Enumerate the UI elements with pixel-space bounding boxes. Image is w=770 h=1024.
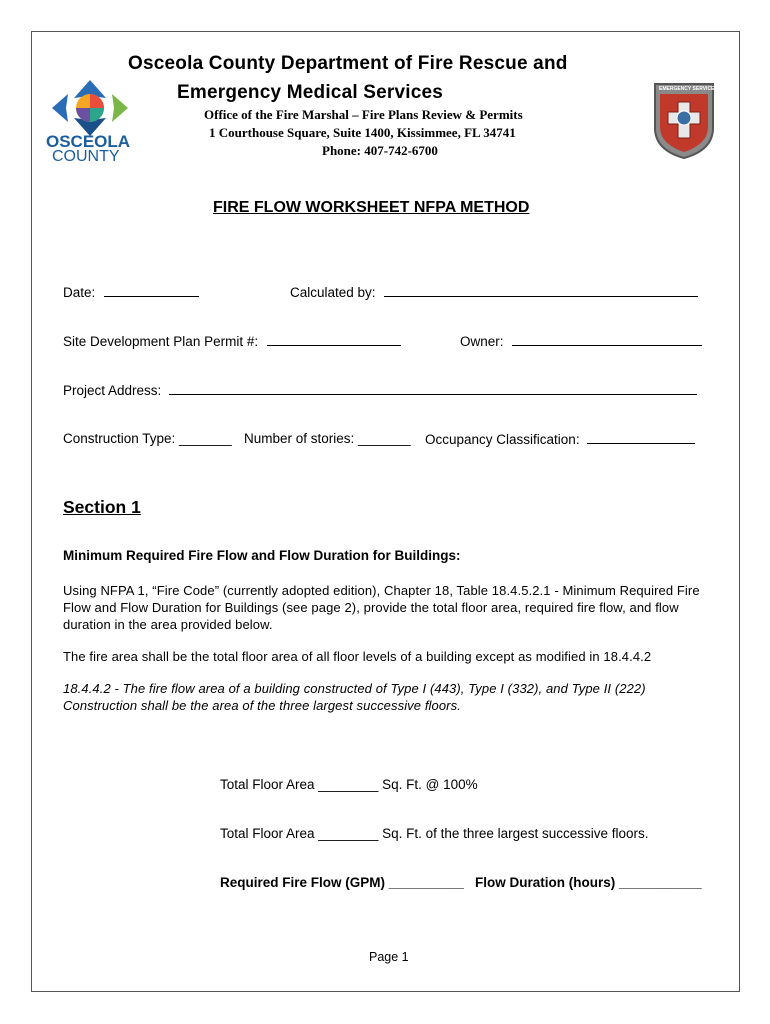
construction-type-field[interactable]: Construction Type: _______	[63, 431, 232, 446]
project-address-input-line[interactable]	[169, 382, 697, 395]
phone-line: Phone: 407-742-6700	[322, 143, 438, 158]
total-floor-area-100[interactable]: Total Floor Area ________ Sq. Ft. @ 100%	[220, 777, 478, 792]
flow-duration[interactable]: Flow Duration (hours) ___________	[475, 875, 702, 890]
agency-title-line2: Emergency Medical Services	[177, 82, 444, 103]
section-1-subheading: Minimum Required Fire Flow and Flow Duration for Buildings:	[63, 548, 461, 563]
project-address-label: Project Address:	[63, 383, 162, 398]
calculated-by-label: Calculated by:	[290, 285, 376, 300]
occupancy-label: Occupancy Classification:	[425, 432, 580, 447]
logo-text-osceola: OSCEOLA	[46, 132, 131, 151]
emergency-services-badge	[651, 80, 717, 160]
logo-text-county: COUNTY	[52, 148, 120, 165]
date-label: Date:	[63, 285, 96, 300]
site-permit-label: Site Development Plan Permit #:	[63, 334, 259, 349]
osceola-logo-icon	[44, 78, 136, 138]
section-1-paragraph-1: Using NFPA 1, “Fire Code” (currently adopted edition), Chapter 18, Table 18.4.5.2.1 - Minimum Required Fire Flow and Flow Duration for Buildings (see page 2), provide the total floor area, required fire flow, and flow duration in the area provided below.	[63, 583, 700, 632]
section-1-heading: Section 1	[63, 497, 141, 517]
project-address-field	[63, 382, 697, 398]
section-1-paragraph-3: 18.4.4.2 - The fire flow area of a building constructed of Type I (443), Type I (332), and Type II (222) Construction shall be the area of the three largest successive floors.	[63, 681, 646, 713]
badge-text: EMERGENCY SERVICES	[659, 86, 718, 92]
calculated-by-field	[290, 284, 698, 300]
osceola-county-logo	[44, 78, 136, 168]
agency-title-line1: Osceola County Department of Fire Rescue and	[128, 53, 568, 74]
occupancy-field	[425, 431, 695, 447]
occupancy-input-line[interactable]	[587, 431, 695, 444]
owner-label: Owner:	[460, 334, 504, 349]
page-number: Page 1	[369, 950, 409, 964]
site-permit-input-line[interactable]	[267, 333, 401, 346]
date-input-line[interactable]	[104, 284, 199, 297]
calculated-by-input-line[interactable]	[384, 284, 698, 297]
owner-field	[460, 333, 702, 349]
site-permit-field	[63, 333, 401, 349]
address-line: 1 Courthouse Square, Suite 1400, Kissimmee, FL 34741	[209, 125, 516, 140]
date-field	[63, 284, 199, 300]
total-floor-area-largest-floors[interactable]: Total Floor Area ________ Sq. Ft. of the three largest successive floors.	[220, 826, 649, 841]
section-1-paragraph-2: The fire area shall be the total floor area of all floor levels of a building except as modified in 18.4.4.2	[63, 649, 652, 664]
fire-badge-icon	[651, 80, 717, 160]
owner-input-line[interactable]	[512, 333, 702, 346]
required-fire-flow[interactable]: Required Fire Flow (GPM) __________	[220, 875, 464, 890]
number-of-stories-field[interactable]: Number of stories: _______	[244, 431, 411, 446]
worksheet-title: FIRE FLOW WORKSHEET NFPA METHOD	[213, 199, 530, 216]
office-line: Office of the Fire Marshal – Fire Plans Review & Permits	[204, 107, 523, 122]
